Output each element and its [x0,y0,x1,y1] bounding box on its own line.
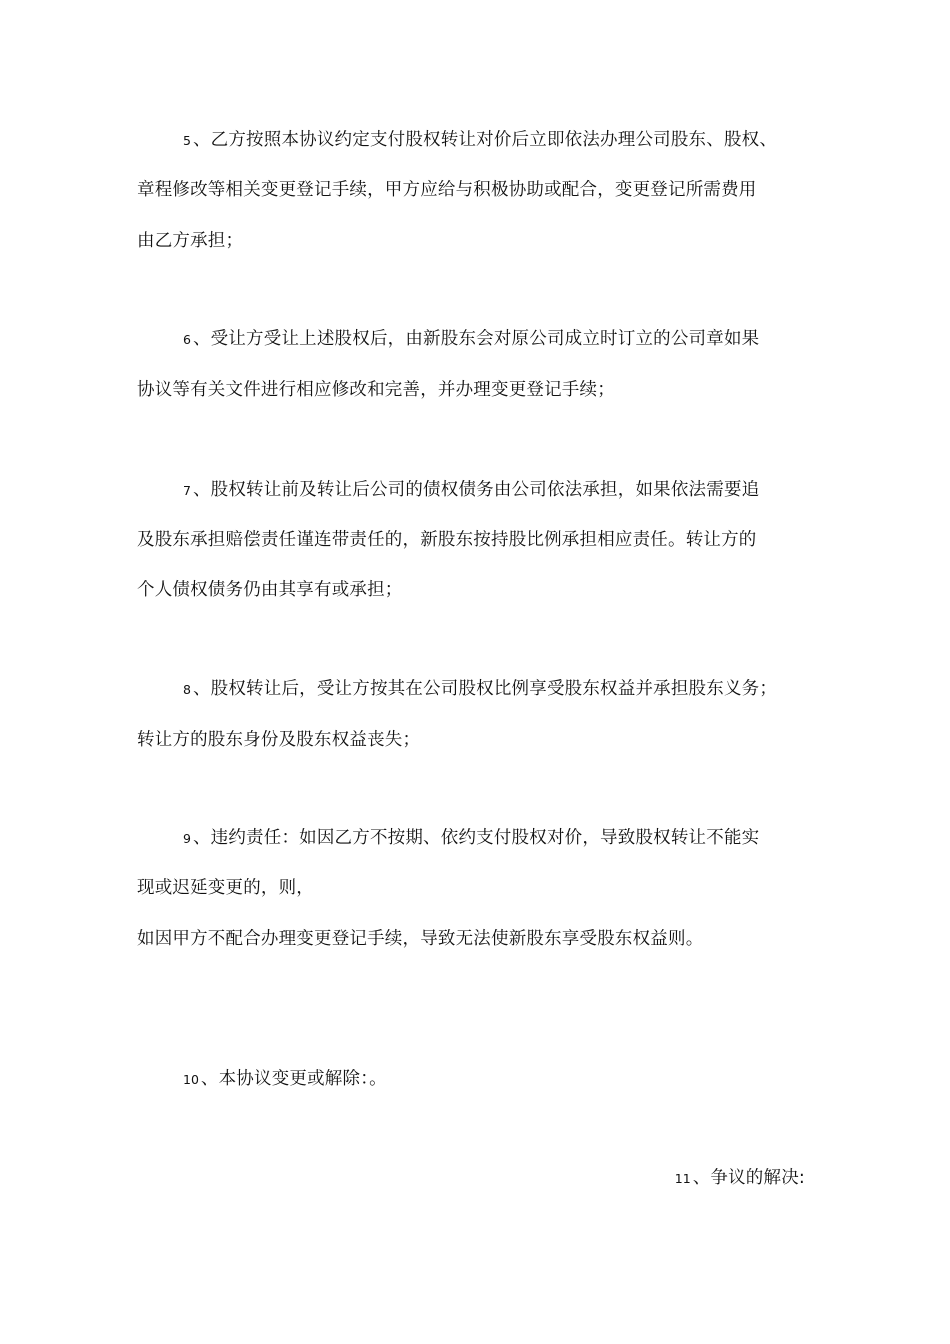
clause-5-line-3: 由乙方承担； [137,231,244,251]
clause-5-text: 、乙方按照本协议约定支付股权转让对价后立即依法办理公司股东、股权、 [192,130,778,150]
clause-9-text: 、违约责任：如因乙方不按期、依约支付股权对价，导致股权转让不能实 [192,828,760,848]
clause-9-number: 9 [183,831,191,846]
clause-9-line-2: 现或迟延变更的，则， [137,878,314,898]
clause-8-text: 、股权转让后，受让方按其在公司股权比例享受股东权益并承担股东义务； [192,679,778,699]
clause-7-line-3: 个人债权债务仍由其享有或承担； [137,580,403,600]
clause-10-line-1 [183,1067,387,1092]
clause-8-line-1 [183,677,777,702]
clause-7-number: 7 [183,483,191,498]
clause-5-line-2: 章程修改等相关变更登记手续，甲方应给与积极协助或配合，变更登记所需费用 [137,180,757,200]
clause-11-text: 、争议的解决: [692,1168,805,1188]
clause-11-number: 11 [674,1171,691,1186]
clause-9-line-1 [183,826,759,851]
clause-6-text: 、受让方受让上述股权后，由新股东会对原公司成立时订立的公司章如果 [192,329,760,349]
clause-5-line-1 [183,128,777,153]
clause-8-number: 8 [183,682,191,697]
clause-6-line-2: 协议等有关文件进行相应修改和完善，并办理变更登记手续； [137,380,615,400]
clause-6-number: 6 [183,332,191,347]
clause-10-text: 、本协议变更或解除：。 [200,1069,387,1089]
clause-5-number: 5 [183,133,191,148]
clause-6-line-1 [183,327,759,352]
clause-7-line-1 [183,478,759,503]
clause-9-line-3: 如因甲方不配合办理变更登记手续，导致无法使新股东享受股东权益则。 [137,929,704,949]
clause-7-text: 、股权转让前及转让后公司的债权债务由公司依法承担，如果依法需要追 [192,480,760,500]
clause-11-line-1 [675,1166,805,1191]
clause-8-line-2: 转让方的股东身份及股东权益丧失； [137,730,421,750]
clause-7-line-2: 及股东承担赔偿责任谨连带责任的，新股东按持股比例承担相应责任。转让方的 [137,530,757,550]
clause-10-number: 10 [183,1072,199,1087]
